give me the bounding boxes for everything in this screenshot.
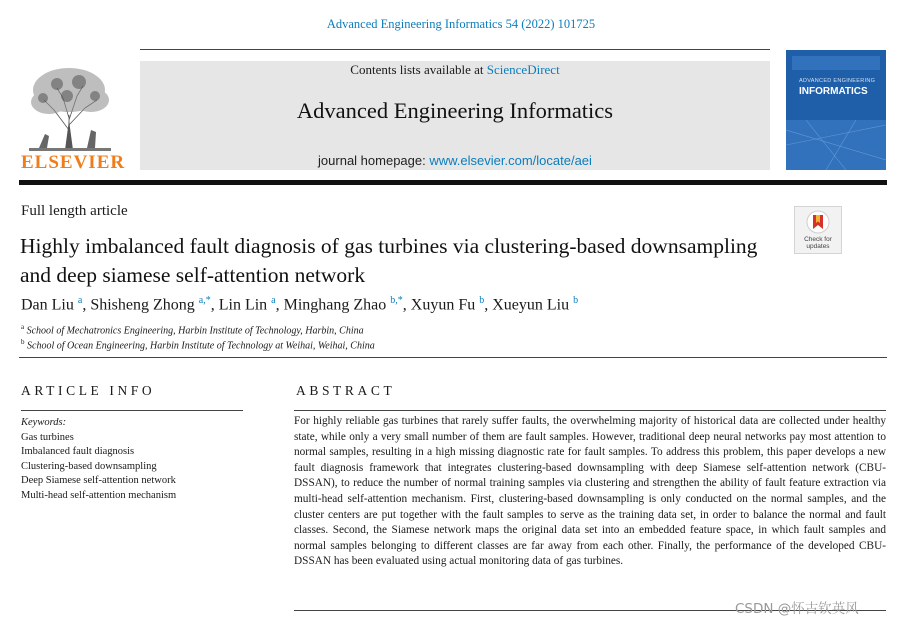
keyword-item: Imbalanced fault diagnosis xyxy=(21,446,135,458)
author-affiliation-mark[interactable]: a,* xyxy=(198,295,211,306)
affiliation-text: School of Ocean Engineering, Harbin Institute of Technology at Weihai, Weihai, China xyxy=(27,340,375,352)
bookmark-icon xyxy=(795,207,841,237)
affiliation-b xyxy=(21,338,375,351)
affiliation-text: School of Mechatronics Engineering, Harbin Institute of Technology, Harbin, China xyxy=(26,325,364,337)
author-separator: , xyxy=(275,296,284,314)
author-separator: , xyxy=(402,296,411,314)
abstract-rule xyxy=(294,410,886,411)
cover-title-line2: INFORMATICS xyxy=(799,86,868,97)
keyword-item: Clustering-based downsampling xyxy=(21,460,157,472)
affiliation-mark: a xyxy=(21,323,25,331)
author-affiliation-mark[interactable]: b xyxy=(573,295,579,306)
author-list xyxy=(21,295,578,314)
check-for-updates-label: Check for updates xyxy=(804,236,832,250)
cover-pattern xyxy=(786,50,886,170)
elsevier-wordmark: ELSEVIER xyxy=(21,152,126,173)
header-top-rule xyxy=(140,49,770,50)
author-name[interactable]: Minghang Zhao xyxy=(283,296,387,314)
header-thick-rule xyxy=(19,180,887,185)
author-name[interactable]: Xueyun Liu xyxy=(492,296,570,314)
author-separator: , xyxy=(82,296,91,314)
author-affiliation-mark[interactable]: b xyxy=(479,295,485,306)
abstract-heading: ABSTRACT xyxy=(296,383,396,398)
homepage-prefix: journal homepage: xyxy=(318,153,430,168)
csdn-watermark: CSDN @怀古钦英风 xyxy=(735,601,859,617)
affiliation-mark: b xyxy=(21,338,25,346)
author-separator: , xyxy=(210,296,219,314)
keywords-list xyxy=(21,431,176,503)
section-divider xyxy=(19,357,887,358)
sciencedirect-link[interactable]: ScienceDirect xyxy=(486,62,560,77)
author-name[interactable]: Lin Lin xyxy=(218,296,268,314)
abstract-text: For highly reliable gas turbines that rarely suffer faults, the overwhelming majority of historical data are collected under healthy state, while only a very small number of them are fault samples. However, traditional deep neural networks pay most attention to normal samples, resulting in a high missing diagnostic rate for fault samples. To address this problem, this paper develops a new fault diagnosis framework that integrates clustering-based downsampling with deep Siamese self-attention network (CBU-DSSAN), to reduce the number of normal training samples via clustering and strengthen the ability of fault feature extraction via multi-head self-attention mechanism. First, clustering-based downsampling is only conducted on the normal samples, and the cluster centers are put together with the fault samples to serve as the training data set, in order to balance the normal and fault classes. Second, the Siamese network maps the original data set into an embedded feature space, in which fault samples and normal samples belonging to different classes are far away from each other. Finally, the performance of the developed CBU-DSSAN has been evaluated using actual monitoring data of gas turbines. xyxy=(294,415,886,568)
author-name[interactable]: Shisheng Zhong xyxy=(90,296,195,314)
author-name[interactable]: Xuyun Fu xyxy=(410,296,476,314)
article-info-heading: ARTICLE INFO xyxy=(21,383,156,398)
contents-prefix: Contents lists available at xyxy=(350,62,487,77)
journal-citation[interactable]: Advanced Engineering Informatics 54 (2022) 101725 xyxy=(326,17,596,31)
author-affiliation-mark[interactable]: a xyxy=(271,295,276,306)
author-separator: , xyxy=(484,296,493,314)
contents-available-line xyxy=(140,62,770,78)
keyword-item: Gas turbines xyxy=(21,432,74,443)
keyword-item: Deep Siamese self-attention network xyxy=(21,475,176,487)
journal-cover-thumbnail[interactable] xyxy=(786,50,886,170)
journal-title: Advanced Engineering Informatics xyxy=(296,98,614,123)
article-info-rule xyxy=(21,410,243,411)
check-for-updates-button[interactable] xyxy=(794,206,842,254)
cover-title-line1: ADVANCED ENGINEERING xyxy=(799,78,876,84)
affiliation-a xyxy=(21,323,364,336)
article-type-label: Full length article xyxy=(21,203,128,219)
keyword-item: Multi-head self-attention mechanism xyxy=(21,489,177,501)
author-name[interactable]: Dan Liu xyxy=(21,296,74,314)
paper-title: Highly imbalanced fault diagnosis of gas turbines via clustering-based downsampling and deep siamese self-attention network xyxy=(20,234,758,287)
author-affiliation-mark[interactable]: a xyxy=(77,295,83,306)
journal-homepage-line xyxy=(140,153,770,168)
homepage-link[interactable]: www.elsevier.com/locate/aei xyxy=(429,153,592,168)
author-affiliation-mark[interactable]: b,* xyxy=(390,295,403,306)
keywords-label: Keywords: xyxy=(21,417,67,428)
